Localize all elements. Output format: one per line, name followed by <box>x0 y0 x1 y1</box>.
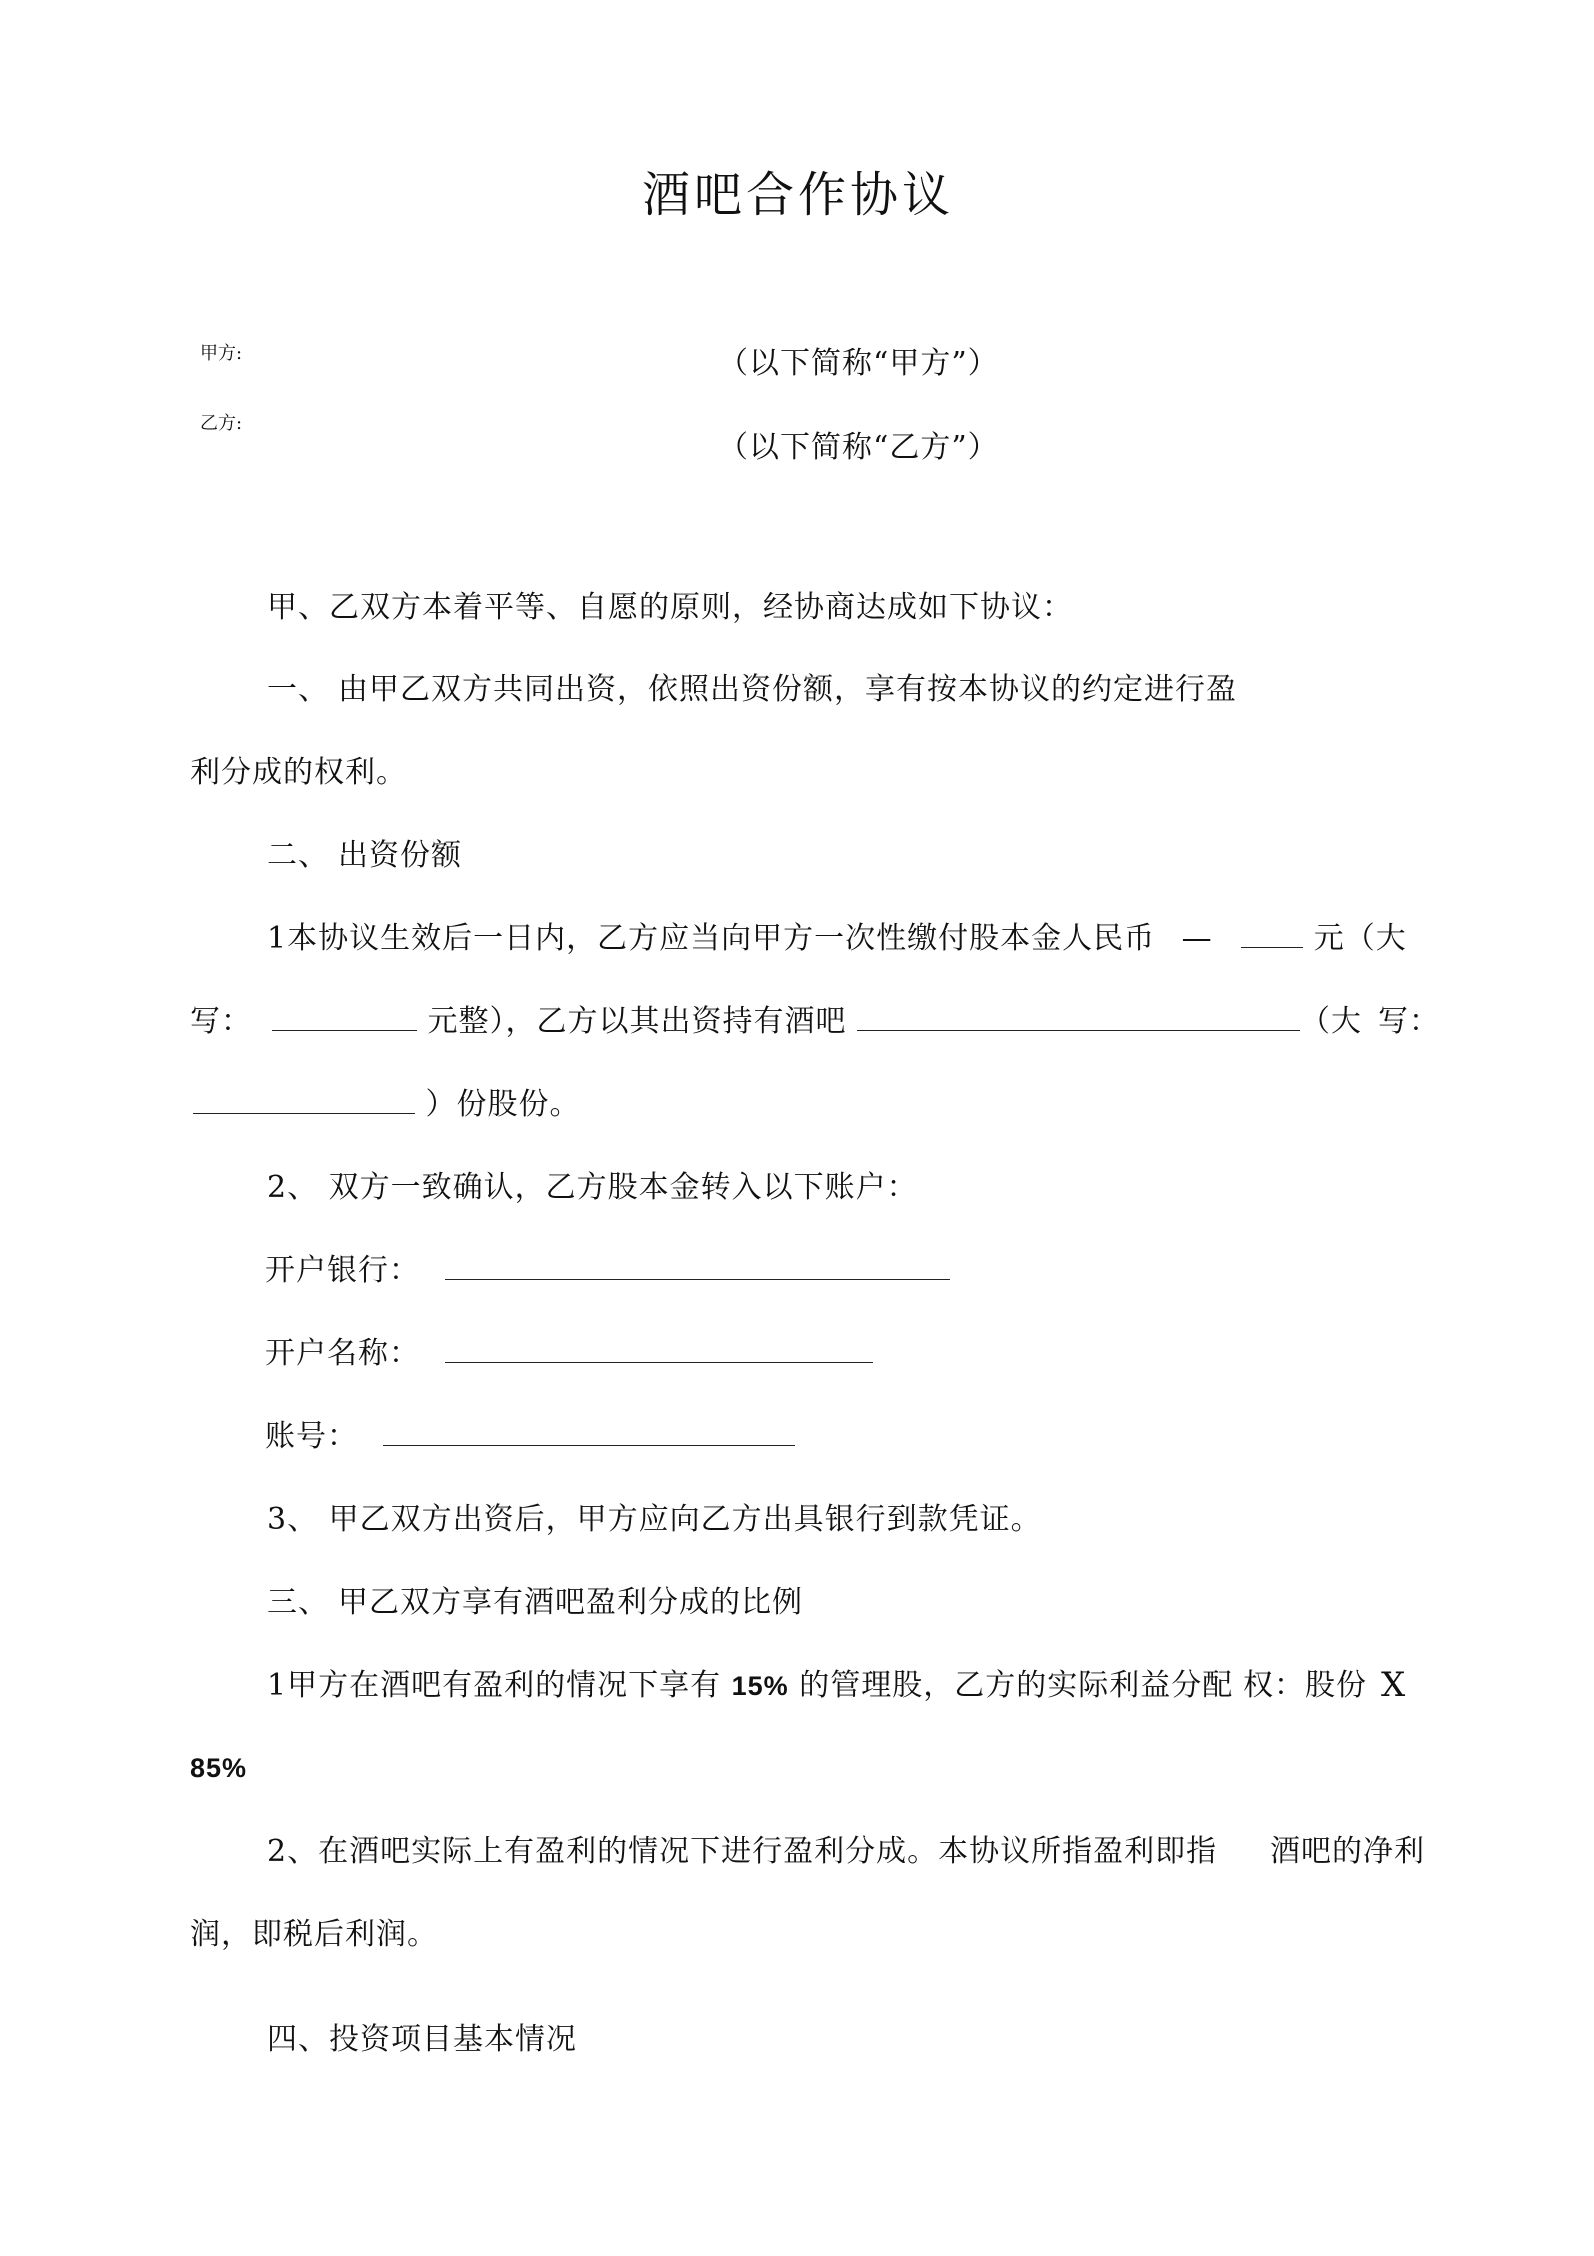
party-b-alias: （以下简称“乙方”） <box>718 430 999 465</box>
clause-2-1-text-b: 元（大 <box>1313 921 1407 956</box>
clause-2-1-line-3 <box>193 1087 581 1122</box>
clause-2-3: 3、 甲乙双方出资后，甲方应向乙方出具银行到款凭证。 <box>267 1502 1042 1537</box>
party-b-label: 乙方: <box>200 413 243 434</box>
document-title: 酒吧合作协议 <box>642 167 955 223</box>
management-share-percent: 15% <box>731 1671 789 1701</box>
investor-share-percent: 85% <box>190 1753 248 1783</box>
clause-2-1-line-2 <box>272 1004 1300 1039</box>
party-a-label: 甲方: <box>200 343 243 364</box>
bank-label: 开户银行： <box>265 1253 420 1288</box>
clause-2-2: 2、 双方一致确认，乙方股本金转入以下账户： <box>267 1170 918 1205</box>
section-3-title: 甲乙双方享有酒吧盈利分成的比例 <box>338 1585 803 1620</box>
clause-2-1-dash: — <box>1181 921 1213 956</box>
clause-3-2-line-2: 润，即税后利润。 <box>190 1917 438 1952</box>
clause-3-2-text-b: 酒吧的净利 <box>1270 1834 1425 1869</box>
section-1-line-2: 利分成的权利。 <box>190 755 407 790</box>
party-a-alias: （以下简称“甲方”） <box>718 346 999 381</box>
clause-3-2-text-a: 2、在酒吧实际上有盈利的情况下进行盈利分成。本协议所指盈利即指 <box>267 1834 1218 1869</box>
clause-2-1-text-a: 1本协议生效后一日内，乙方应当向甲方一次性缴付股本金人民币 <box>267 921 1156 956</box>
account-number-label: 账号： <box>265 1419 358 1454</box>
shares-blank <box>193 1091 415 1114</box>
section-3-heading: 三、 <box>267 1585 329 1620</box>
clause-2-1-text-d: （大 <box>1300 1004 1362 1039</box>
account-number-blank <box>383 1423 795 1446</box>
clause-2-1-text-f: ）份股份。 <box>425 1087 581 1122</box>
account-name-row <box>265 1336 873 1371</box>
clause-2-1-text-e: 写： <box>1378 1004 1440 1039</box>
clause-3-1-text-a: 1甲方在酒吧有盈利的情况下享有 <box>267 1668 722 1703</box>
section-4-heading: 四、投资项目基本情况 <box>267 2022 577 2057</box>
clause-3-1-text-b: 的管理股，乙方的实际利益分配 <box>799 1668 1234 1703</box>
clause-2-1-line-2-start: 写： <box>190 1004 252 1039</box>
bank-row <box>265 1253 950 1288</box>
section-1-heading: 一、 <box>267 672 329 707</box>
clause-3-1-text-c: 权：股份 <box>1243 1668 1367 1703</box>
clause-2-1-text-c: 元整），乙方以其出资持有酒吧 <box>427 1004 847 1039</box>
clause-3-1-line-1 <box>267 1668 1234 1703</box>
account-name-blank <box>445 1340 873 1363</box>
section-2-heading: 二、 <box>267 838 329 873</box>
bar-name-blank <box>857 1008 1300 1031</box>
account-name-label: 开户名称： <box>265 1336 420 1371</box>
amount-uppercase-blank <box>272 1008 417 1031</box>
account-number-row <box>265 1419 795 1454</box>
amount-blank <box>1241 925 1303 948</box>
clause-2-1-line-1 <box>267 921 1407 956</box>
bank-blank <box>445 1257 950 1280</box>
section-1-line-1: 由甲乙双方共同出资，依照出资份额，享有按本协议的约定进行盈 <box>338 672 1237 707</box>
section-2-title: 出资份额 <box>338 838 462 873</box>
multiply-symbol: X <box>1381 1665 1407 1705</box>
intro-paragraph: 甲、乙双方本着平等、自愿的原则，经协商达成如下协议： <box>267 590 1073 625</box>
